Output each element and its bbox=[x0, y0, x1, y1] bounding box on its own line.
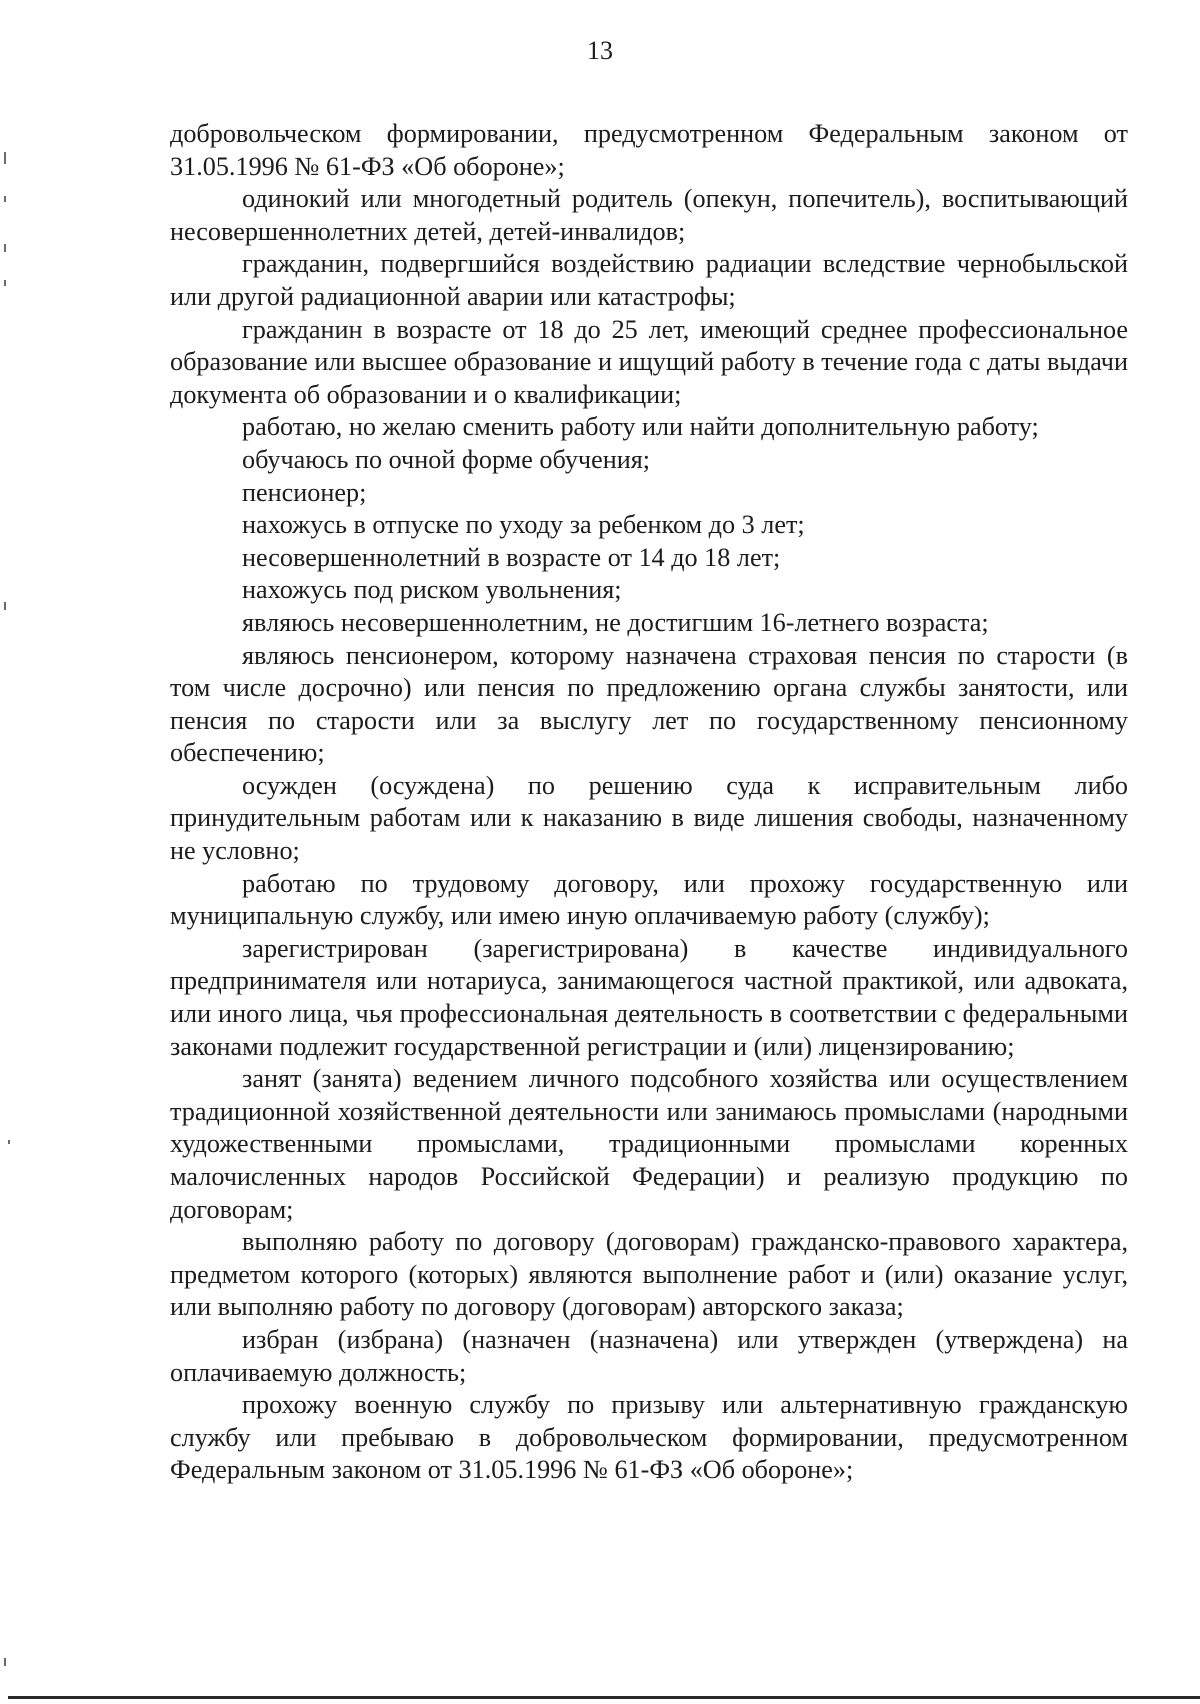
paragraph-continuation: добровольческом формировании, предусмотренном Федеральным законом от 31.05.1996 № 61-ФЗ «Об обороне»; bbox=[170, 119, 1128, 181]
list-item-parental-leave: нахожусь в отпуске по уходу за ребенком до 3 лет; bbox=[242, 510, 805, 540]
list-item-registered-entrepreneur: зарегистрирован (зарегистрирована) в качестве индивидуального предпринимателя или нотариуса, занимающегося частной практикой, или адвоката, или иного лица, чья профессиональная деятельность в соответствии с федеральными законами подлежит государственной регистрации и (или) лицензированию; bbox=[170, 933, 1128, 1061]
scan-mark bbox=[4, 280, 6, 286]
scan-mark bbox=[4, 602, 6, 610]
list-item-change-job: работаю, но желаю сменить работу или найти дополнительную работу; bbox=[242, 412, 1039, 442]
list-item-full-time-student: обучаюсь по очной форме обучения; bbox=[242, 444, 651, 474]
scan-mark bbox=[4, 196, 6, 202]
list-item-single-parent: одинокий или многодетный родитель (опекун, попечитель), воспитывающий несовершеннолетних детей, детей-инвалидов; bbox=[170, 184, 1128, 246]
list-item-employed: работаю по трудовому договору, или прохожу государственную или муниципальную службу, или имею иную оплачиваемую работу (службу); bbox=[170, 868, 1128, 931]
list-item-civil-contract: выполняю работу по договору (договорам) гражданско-правового характера, предметом которого (которых) являются выполнение работ и (или) оказание услуг, или выполняю работу по договору (договорам) авторского заказа; bbox=[170, 1227, 1128, 1322]
page-number: 13 bbox=[587, 36, 613, 65]
list-item-elected-position: избран (избрана) (назначен (назначена) или утвержден (утверждена) на оплачиваемую должность; bbox=[170, 1324, 1128, 1387]
scan-mark bbox=[4, 1658, 6, 1666]
scan-bottom-edge bbox=[8, 1696, 1200, 1699]
list-item-pensioner: пенсионер; bbox=[242, 477, 367, 507]
list-item-military-service: прохожу военную службу по призыву или альтернативную гражданскую службу или пребываю в добровольческом формировании, предусмотренном Федеральным законом от 31.05.1996 № 61-ФЗ «Об обороне»; bbox=[170, 1390, 1128, 1485]
list-item-young-graduate: гражданин в возрасте от 18 до 25 лет, имеющий среднее профессиональное образование или высшее образование и ищущий работу в течение года с даты выдачи документа об образовании и о квалификации; bbox=[170, 314, 1128, 409]
list-item-under-16: являюсь несовершеннолетним, не достигшим 16-летнего возраста; bbox=[242, 607, 989, 637]
document-body bbox=[170, 118, 1128, 1487]
scan-mark bbox=[4, 244, 6, 252]
list-item-radiation: гражданин, подвергшийся воздействию радиации вследствие чернобыльской или другой радиационной аварии или катастрофы; bbox=[170, 249, 1128, 311]
list-item-convicted: осужден (осуждена) по решению суда к исправительным либо принудительным работам или к наказанию в виде лишения свободы, назначенному не условно; bbox=[170, 770, 1128, 866]
scan-mark bbox=[4, 152, 6, 164]
list-item-minor-14-18: несовершеннолетний в возрасте от 14 до 18 лет; bbox=[242, 542, 781, 572]
list-item-subsidiary-farming: занят (занята) ведением личного подсобного хозяйства или осуществлением традиционной хозяйственной деятельности или занимаюсь промыслами (народными художественными промыслами, традиционными промыслами коренных малочисленных народов Российской Федерации) и реализую продукцию по договорам; bbox=[170, 1064, 1128, 1224]
list-item-pension-recipient: являюсь пенсионером, которому назначена страховая пенсия по старости (в том числе досрочно) или пенсия по предложению органа службы занятости, или пенсия по старости или за выслугу лет по государственному пенсионному обеспечению; bbox=[170, 640, 1128, 768]
scan-mark bbox=[8, 1140, 10, 1144]
list-item-dismissal-risk: нахожусь под риском увольнения; bbox=[242, 575, 622, 605]
